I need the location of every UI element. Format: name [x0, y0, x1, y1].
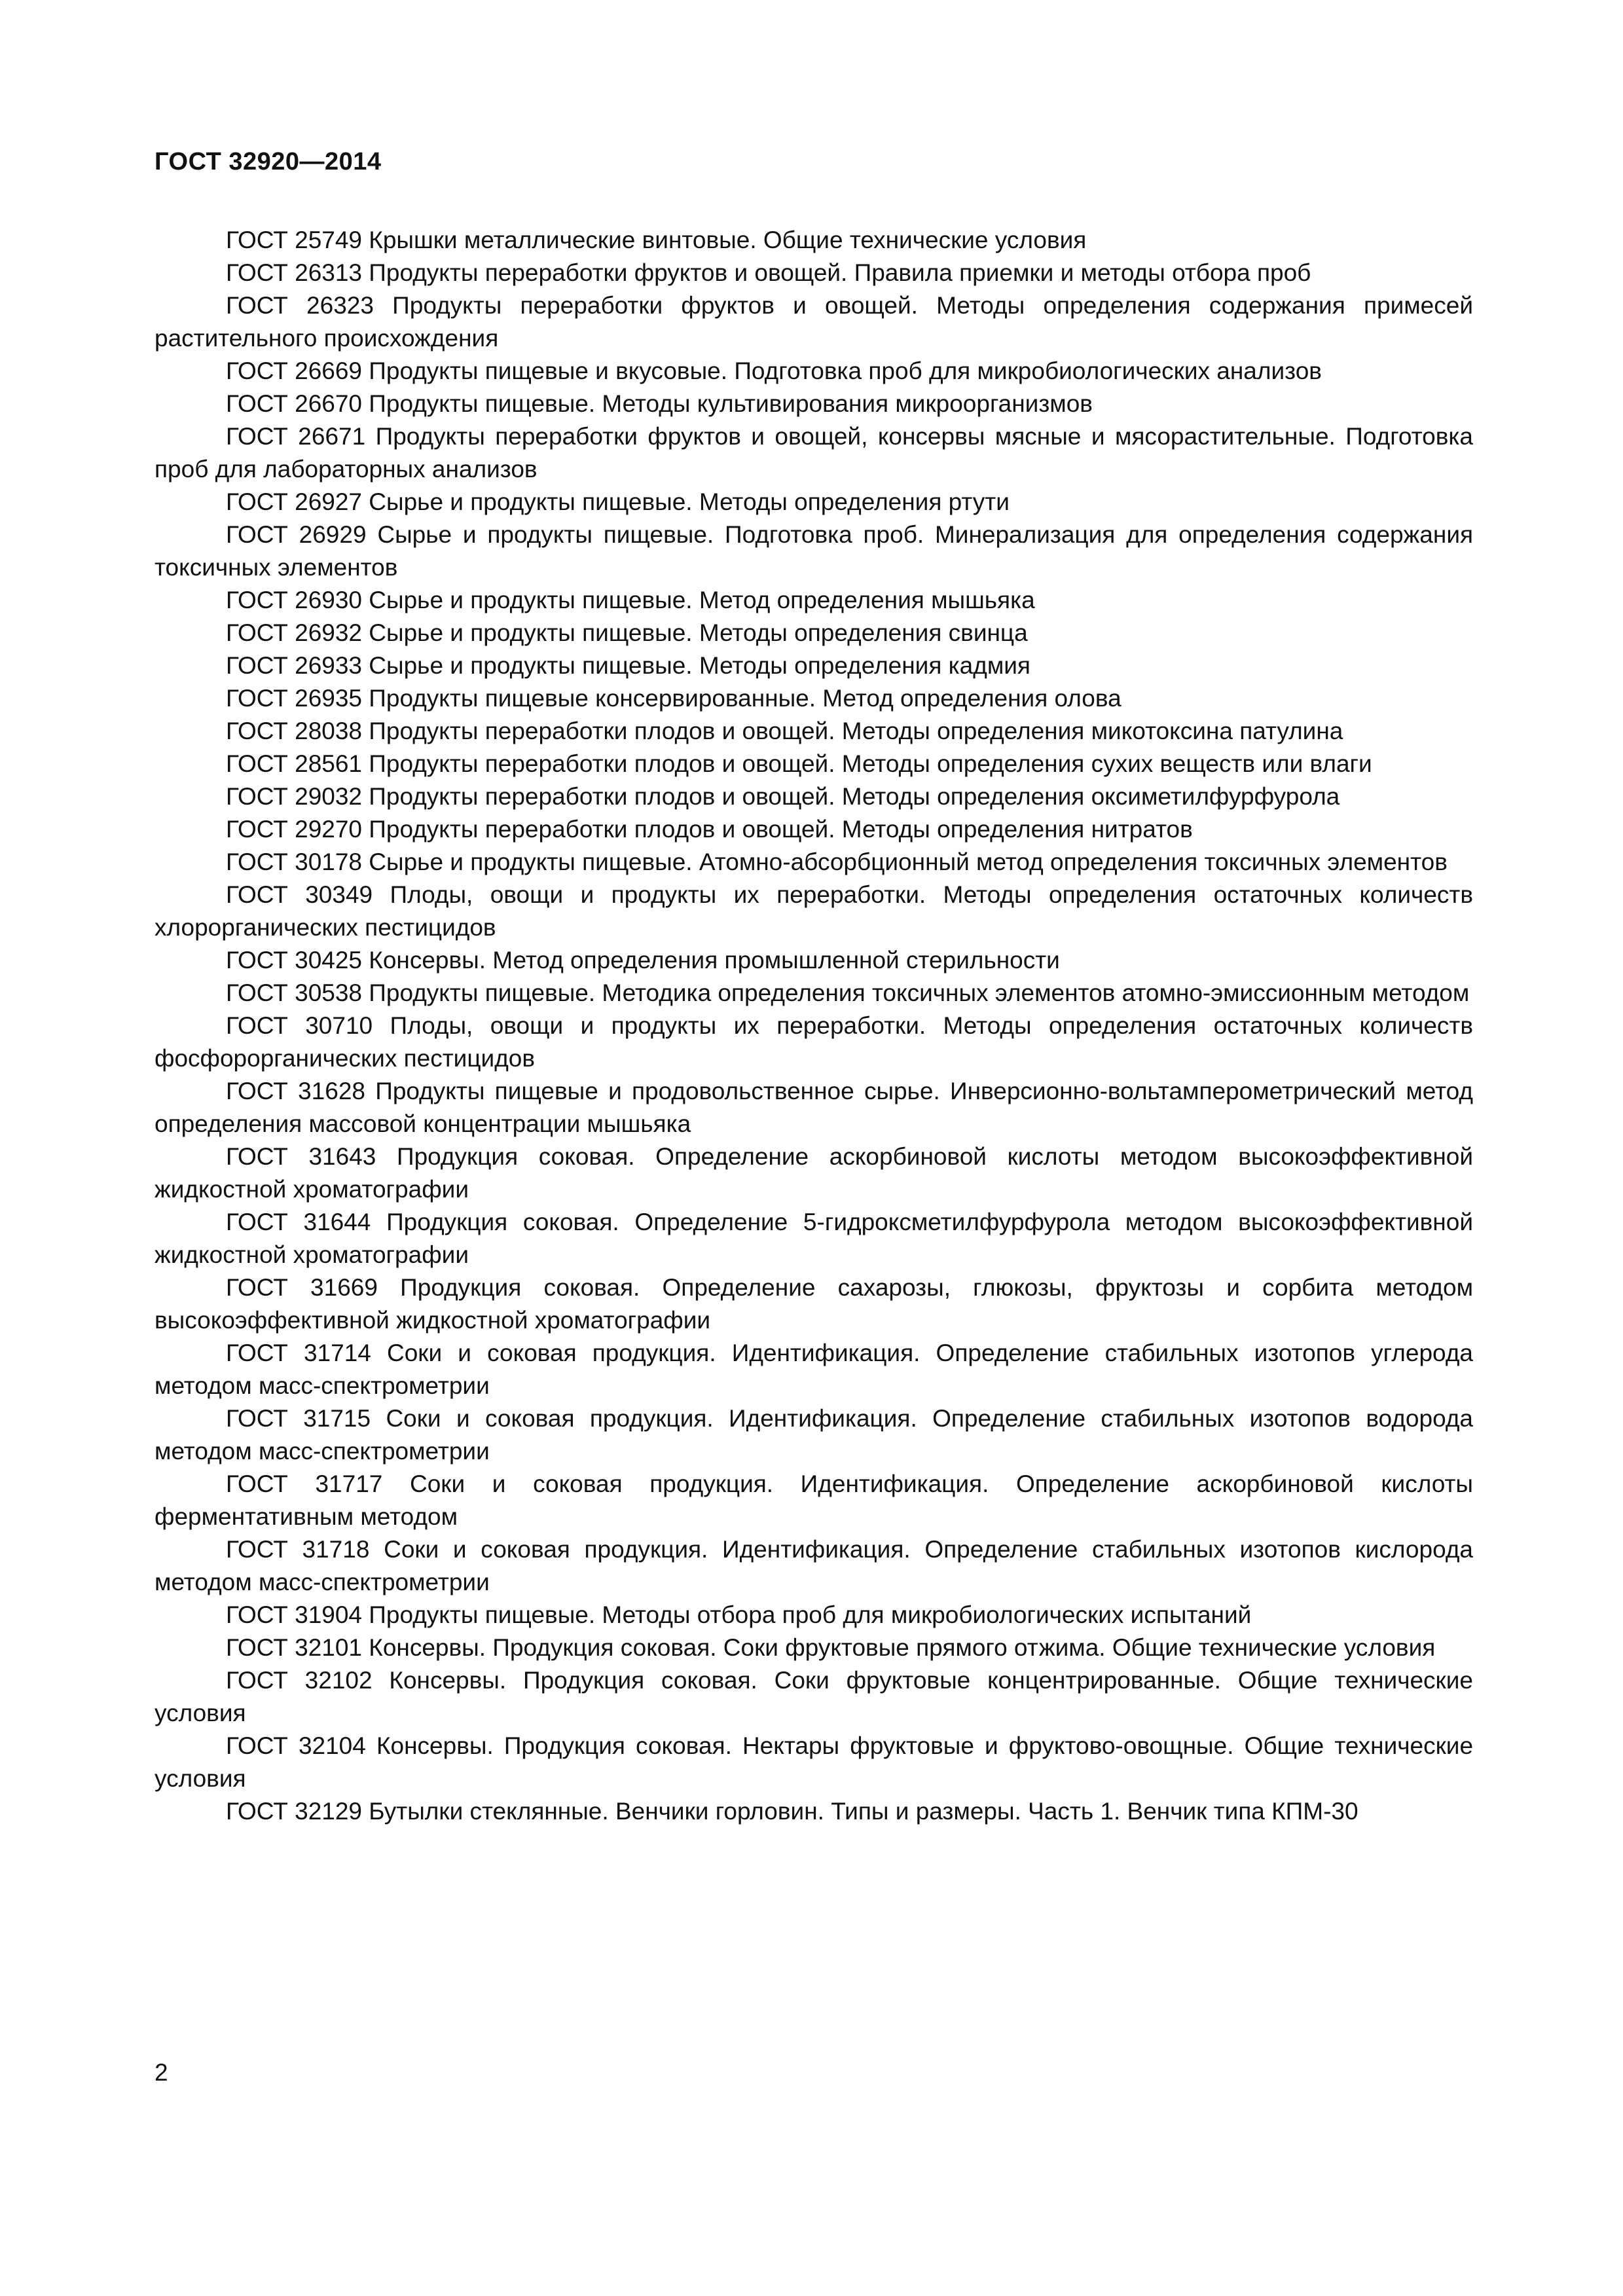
reference-item: [155, 1271, 1473, 1337]
reference-item: [155, 388, 1473, 420]
reference-code: ГОСТ 30349: [226, 881, 373, 908]
reference-code: ГОСТ 31715: [226, 1405, 371, 1432]
reference-item: [155, 977, 1473, 1010]
reference-title: Консервы. Продукция соковая. Соки фруктовые прямого отжима. Общие технические условия: [369, 1634, 1436, 1661]
reference-item: [155, 420, 1473, 486]
reference-item: [155, 1795, 1473, 1828]
reference-item: [155, 519, 1473, 584]
reference-item: [155, 1140, 1473, 1206]
reference-code: ГОСТ 30425: [226, 947, 362, 974]
reference-title: Продукты пищевые и вкусовые. Подготовка проб для микробиологических анализов: [369, 357, 1322, 384]
reference-code: ГОСТ 31628: [226, 1078, 365, 1104]
reference-code: ГОСТ 32101: [226, 1634, 362, 1661]
reference-item: [155, 1468, 1473, 1533]
reference-title: Продукты пищевые консервированные. Метод определения олова: [369, 685, 1122, 712]
reference-item: [155, 1631, 1473, 1664]
reference-code: ГОСТ 26929: [226, 521, 367, 548]
reference-code: ГОСТ 31904: [226, 1601, 362, 1628]
reference-code: ГОСТ 31644: [226, 1209, 371, 1235]
reference-item: [155, 748, 1473, 780]
reference-item: [155, 617, 1473, 649]
reference-item: [155, 486, 1473, 519]
reference-item: [155, 355, 1473, 388]
reference-title: Продукты пищевые. Методы отбора проб для микробиологических испытаний: [369, 1601, 1252, 1628]
reference-item: [155, 813, 1473, 846]
reference-item: [155, 1010, 1473, 1075]
reference-code: ГОСТ 31669: [226, 1274, 378, 1301]
reference-title: Продукты переработки плодов и овощей. Методы определения сухих веществ или влаги: [369, 750, 1372, 777]
reference-code: ГОСТ 28038: [226, 718, 362, 744]
reference-title: Продукты пищевые. Методика определения токсичных элементов атомно-эмиссионным методом: [369, 979, 1470, 1006]
reference-title: Продукты переработки фруктов и овощей, консервы мясные и мясорастительные. Подготовка проб для лабораторных анализов: [155, 423, 1473, 483]
page-header: ГОСТ 32920—2014: [155, 148, 382, 175]
reference-item: [155, 879, 1473, 944]
reference-code: ГОСТ 31714: [226, 1339, 371, 1366]
reference-item: [155, 1206, 1473, 1271]
reference-title: Соки и соковая продукция. Идентификация. Определение стабильных изотопов углерода методом масс-спектрометрии: [155, 1339, 1473, 1399]
reference-item: [155, 649, 1473, 682]
reference-item: [155, 1402, 1473, 1468]
reference-code: ГОСТ 29270: [226, 816, 362, 843]
reference-code: ГОСТ 26932: [226, 619, 362, 646]
reference-code: ГОСТ 26670: [226, 390, 362, 417]
reference-title: Сырье и продукты пищевые. Методы определения кадмия: [369, 652, 1030, 679]
reference-item: [155, 682, 1473, 715]
reference-code: ГОСТ 26323: [226, 292, 374, 319]
reference-item: [155, 944, 1473, 977]
reference-title: Продукты переработки плодов и овощей. Методы определения оксиметилфурфурола: [369, 783, 1340, 810]
reference-item: [155, 1730, 1473, 1795]
reference-item: [155, 1599, 1473, 1631]
reference-item: [155, 715, 1473, 748]
reference-title: Продукты переработки фруктов и овощей. Методы определения содержания примесей растительного происхождения: [155, 292, 1474, 352]
reference-item: [155, 846, 1473, 879]
reference-code: ГОСТ 30538: [226, 979, 362, 1006]
reference-title: Соки и соковая продукция. Идентификация. Определение аскорбиновой кислоты ферментативным методом: [155, 1470, 1474, 1530]
reference-code: ГОСТ 26671: [226, 423, 366, 450]
normative-references-list: [155, 224, 1473, 1828]
reference-title: Продукты переработки фруктов и овощей. Правила приемки и методы отбора проб: [369, 259, 1311, 286]
reference-code: ГОСТ 26927: [226, 488, 362, 515]
reference-title: Соки и соковая продукция. Идентификация. Определение стабильных изотопов кислорода методом масс-спектрометрии: [155, 1536, 1474, 1595]
reference-code: ГОСТ 31718: [226, 1536, 370, 1563]
reference-item: [155, 224, 1473, 257]
reference-title: Сырье и продукты пищевые. Методы определения свинца: [369, 619, 1028, 646]
reference-title: Плоды, овощи и продукты их переработки. Методы определения остаточных количеств фосфорорганических пестицидов: [155, 1012, 1474, 1072]
reference-code: ГОСТ 30178: [226, 848, 362, 875]
reference-item: [155, 780, 1473, 813]
reference-item: [155, 1664, 1473, 1730]
reference-item: [155, 289, 1473, 355]
reference-title: Продукты переработки плодов и овощей. Методы определения нитратов: [369, 816, 1193, 843]
reference-item: [155, 1533, 1473, 1599]
reference-code: ГОСТ 28561: [226, 750, 362, 777]
reference-code: ГОСТ 26930: [226, 587, 362, 613]
reference-title: Продукты пищевые и продовольственное сырье. Инверсионно-вольтамперометрический метод определения массовой концентрации мышьяка: [155, 1078, 1474, 1137]
reference-code: ГОСТ 32102: [226, 1667, 373, 1694]
reference-title: Сырье и продукты пищевые. Методы определения ртути: [369, 488, 1010, 515]
reference-code: ГОСТ 26669: [226, 357, 362, 384]
reference-code: ГОСТ 25749: [226, 227, 362, 253]
reference-title: Консервы. Продукция соковая. Соки фруктовые концентрированные. Общие технические условия: [155, 1667, 1473, 1726]
reference-title: Плоды, овощи и продукты их переработки. Методы определения остаточных количеств хлорорганических пестицидов: [155, 881, 1474, 941]
reference-code: ГОСТ 31643: [226, 1143, 376, 1170]
reference-title: Консервы. Метод определения промышленной стерильности: [369, 947, 1060, 974]
reference-title: Продукция соковая. Определение аскорбиновой кислоты методом высокоэффективной жидкостной хроматографии: [155, 1143, 1474, 1203]
reference-title: Продукция соковая. Определение сахарозы, глюкозы, фруктозы и сорбита методом высокоэффективной жидкостной хроматографии: [155, 1274, 1474, 1334]
reference-title: Сырье и продукты пищевые. Подготовка проб. Минерализация для определения содержания токсичных элементов: [155, 521, 1474, 581]
reference-title: Продукты пищевые. Методы культивирования микроорганизмов: [369, 390, 1093, 417]
reference-code: ГОСТ 29032: [226, 783, 362, 810]
reference-title: Сырье и продукты пищевые. Атомно-абсорбционный метод определения токсичных элементов: [369, 848, 1448, 875]
reference-title: Соки и соковая продукция. Идентификация. Определение стабильных изотопов водорода методом масс-спектрометрии: [155, 1405, 1473, 1465]
reference-code: ГОСТ 30710: [226, 1012, 373, 1039]
reference-code: ГОСТ 31717: [226, 1470, 383, 1497]
reference-title: Бутылки стеклянные. Венчики горловин. Типы и размеры. Часть 1. Венчик типа КПМ-30: [369, 1798, 1359, 1825]
reference-item: [155, 1337, 1473, 1402]
reference-item: [155, 1075, 1473, 1140]
reference-code: ГОСТ 26933: [226, 652, 362, 679]
reference-code: ГОСТ 26313: [226, 259, 362, 286]
reference-title: Консервы. Продукция соковая. Нектары фруктовые и фруктово-овощные. Общие технические условия: [155, 1732, 1474, 1792]
reference-item: [155, 257, 1473, 289]
reference-code: ГОСТ 32129: [226, 1798, 362, 1825]
reference-title: Сырье и продукты пищевые. Метод определения мышьяка: [369, 587, 1035, 613]
reference-item: [155, 584, 1473, 617]
reference-title: Продукты переработки плодов и овощей. Методы определения микотоксина патулина: [369, 718, 1343, 744]
reference-code: ГОСТ 32104: [226, 1732, 366, 1759]
page-number: 2: [155, 2059, 168, 2086]
reference-title: Продукция соковая. Определение 5-гидроксметилфурфурола методом высокоэффективной жидкостной хроматографии: [155, 1209, 1473, 1268]
reference-code: ГОСТ 26935: [226, 685, 362, 712]
reference-title: Крышки металлические винтовые. Общие технические условия: [369, 227, 1087, 253]
